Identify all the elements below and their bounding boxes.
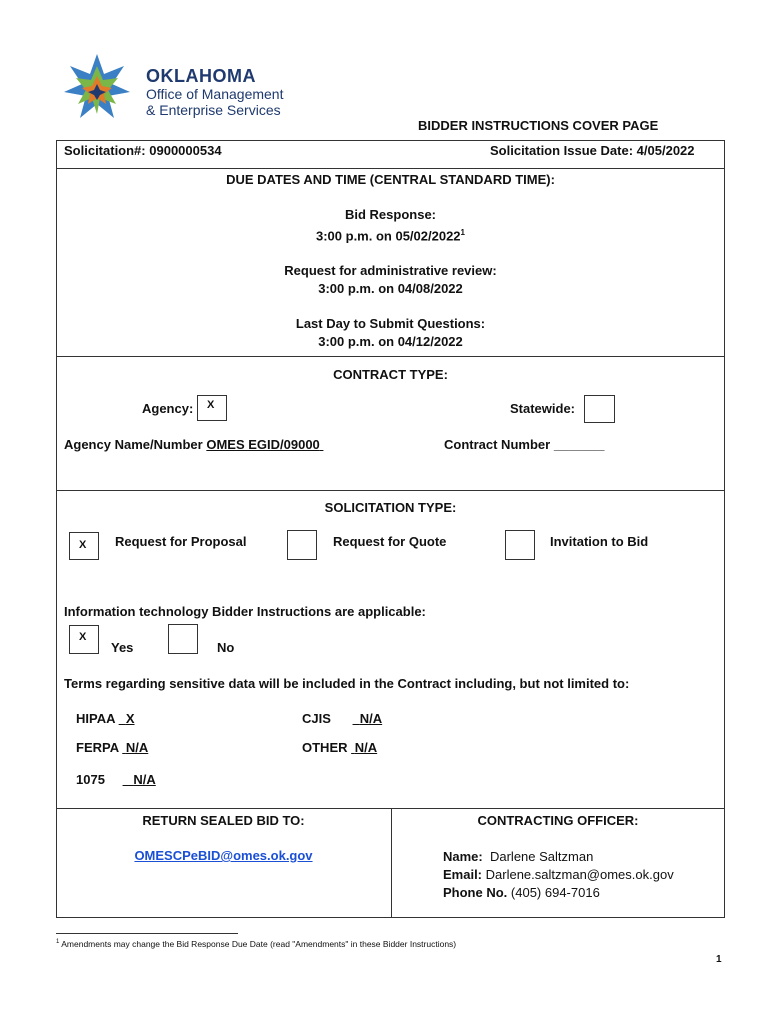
due-dates-heading: DUE DATES AND TIME (CENTRAL STANDARD TIME): — [226, 172, 555, 187]
admin-review-label: Request for administrative review: — [284, 263, 497, 279]
solicitation-number: Solicitation#: 0900000534 — [64, 143, 222, 158]
omes-logo — [62, 52, 312, 122]
cjis-item: CJIS N/A — [302, 711, 383, 726]
contracting-officer-details — [443, 848, 674, 902]
contract-number: Contract Number _______ — [444, 437, 605, 452]
rfp-checkbox[interactable]: X — [69, 532, 99, 560]
logo-subtitle-2: & Enterprise Services — [146, 102, 281, 118]
it-yes-label: Yes — [111, 640, 134, 655]
footnote-separator — [56, 933, 238, 934]
admin-review-time: 3:00 p.m. on 04/08/2022 — [318, 281, 463, 297]
it-yes-checkbox[interactable]: X — [69, 625, 99, 654]
hipaa-item: HIPAA X — [76, 711, 135, 726]
other-item: OTHER N/A — [302, 740, 378, 755]
itb-label: Invitation to Bid — [550, 534, 649, 549]
footnote: $^1$ Amendments may change the Bid Response Due Date (read "Amendments" in these Bidder Instructions) — [56, 939, 457, 949]
page-title: BIDDER INSTRUCTIONS COVER PAGE — [418, 118, 659, 133]
it-no-label: No — [217, 640, 235, 655]
statewide-label: Statewide: — [510, 401, 576, 416]
n1075-item: 1075 N/A — [76, 772, 156, 787]
contract-type-heading: CONTRACT TYPE: — [333, 367, 448, 382]
agency-checkbox[interactable]: X — [197, 395, 227, 421]
page-number: 1 — [716, 954, 722, 965]
ferpa-item: FERPA N/A — [76, 740, 149, 755]
footnote-ref: 1 — [460, 228, 465, 237]
solicitation-issue-date: Solicitation Issue Date: 4/05/2022 — [490, 143, 695, 158]
return-bid-email-link[interactable]: OMESCPeBID@omes.ok.gov — [134, 848, 313, 863]
rfp-label: Request for Proposal — [115, 534, 247, 549]
it-instructions-label: Information technology Bidder Instructions are applicable: — [64, 604, 426, 619]
contracting-officer-heading: CONTRACTING OFFICER: — [477, 813, 639, 828]
questions-label: Last Day to Submit Questions: — [295, 316, 486, 332]
officer-phone: Phone No. (405) 694-7016 — [443, 885, 600, 900]
divider — [56, 356, 725, 357]
agency-label: Agency: — [142, 401, 194, 416]
agency-name-number: Agency Name/Number OMES EGID/09000 — [64, 437, 320, 452]
logo-subtitle-1: Office of Management — [146, 86, 284, 102]
rfq-label: Request for Quote — [333, 534, 447, 549]
it-no-checkbox[interactable] — [168, 624, 198, 654]
officer-name: Name: Darlene Saltzman — [443, 849, 594, 864]
logo-title: OKLAHOMA — [146, 66, 256, 86]
questions-time: 3:00 p.m. on 04/12/2022 — [318, 334, 463, 350]
bid-response-time: 3:00 p.m. on 05/02/2022$^1$ — [316, 228, 465, 244]
terms-label: Terms regarding sensitive data will be included in the Contract including, but not limited to: — [64, 676, 630, 691]
statewide-checkbox[interactable] — [584, 395, 615, 423]
divider — [56, 168, 725, 169]
officer-email: Email: Darlene.saltzman@omes.ok.gov — [443, 867, 674, 882]
return-bid-email-wrap — [56, 848, 391, 863]
oklahoma-star-icon — [62, 52, 132, 122]
due-dates-section — [56, 172, 725, 351]
return-bid-heading: RETURN SEALED BID TO: — [142, 813, 305, 828]
divider — [56, 490, 725, 491]
solicitation-type-heading: SOLICITATION TYPE: — [324, 500, 457, 515]
itb-checkbox[interactable] — [505, 530, 535, 560]
bid-response-label: Bid Response: — [344, 207, 436, 222]
rfq-checkbox[interactable] — [287, 530, 317, 560]
